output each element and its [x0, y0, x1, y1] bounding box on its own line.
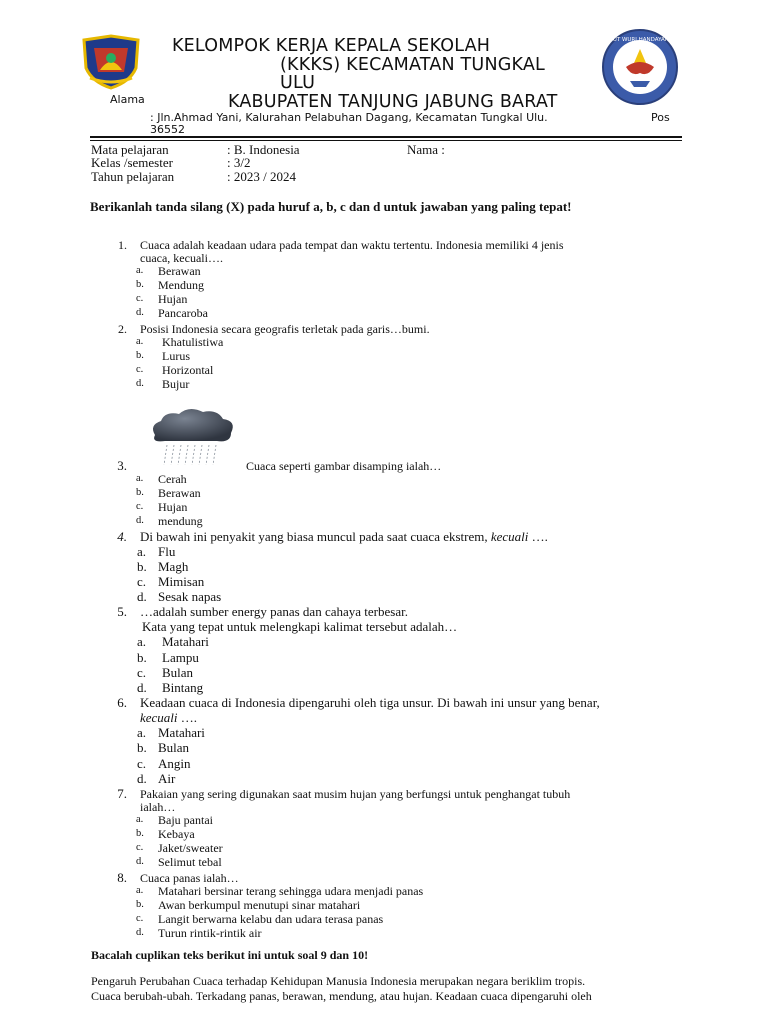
question-4-ellipsis: ….: [528, 529, 548, 544]
q1-option-b-letter: b.: [136, 279, 144, 290]
q3-option-d-letter: d.: [136, 515, 144, 526]
q6-option-a-letter: a.: [137, 725, 147, 740]
question-7-text: Pakaian yang sering digunakan saat musim hujan yang berfungsi untuk penghangat tubuh: [140, 787, 571, 801]
q5-option-d-letter: d.: [137, 680, 147, 695]
question-7-text-cont: ialah…: [140, 800, 176, 814]
q2-option-d-letter: d.: [136, 378, 144, 389]
q2-option-b[interactable]: Lurus: [162, 349, 190, 363]
q6-option-b-letter: b.: [137, 740, 147, 755]
q7-option-c-letter: c.: [136, 842, 144, 853]
class-label: Kelas /semester: [91, 155, 173, 170]
question-1-text-cont: cuaca, kecuali….: [140, 251, 223, 265]
q4-option-b[interactable]: Magh: [158, 559, 189, 574]
question-7-number: 7.: [117, 786, 127, 801]
q6-option-c-letter: c.: [137, 756, 147, 771]
question-4-text: [140, 529, 548, 545]
q8-option-a-letter: a.: [136, 885, 144, 896]
q7-option-c[interactable]: Jaket/sweater: [158, 841, 223, 855]
question-1-number: 1.: [118, 238, 127, 252]
q5-option-b[interactable]: Lampu: [162, 650, 199, 665]
q3-option-c-letter: c.: [136, 501, 144, 512]
q7-option-a[interactable]: Baju pantai: [158, 813, 213, 827]
q5-option-c[interactable]: Bulan: [162, 665, 194, 680]
q2-option-a-letter: a.: [136, 336, 144, 347]
q3-option-c[interactable]: Hujan: [158, 500, 188, 514]
q3-option-a[interactable]: Cerah: [158, 472, 187, 486]
q8-option-c[interactable]: Langit berwarna kelabu dan udara terasa panas: [158, 912, 384, 926]
q7-option-d[interactable]: Selimut tebal: [158, 855, 222, 869]
reading-instruction: Bacalah cuplikan teks berikut ini untuk soal 9 dan 10!: [91, 948, 369, 962]
address-text: : Jln.Ahmad Yani, Kalurahan Pelabuhan Dagang, Kecamatan Tungkal Ulu.: [150, 111, 548, 124]
header-line-3: ULU: [280, 73, 316, 93]
question-5-number: 5.: [117, 604, 127, 619]
q8-option-d-letter: d.: [136, 927, 144, 938]
tut-wuri-handayani-logo: [600, 27, 680, 107]
question-6-number: 6.: [117, 695, 127, 710]
postal-code: 36552: [150, 123, 185, 136]
q1-option-a[interactable]: Berawan: [158, 264, 201, 278]
q7-option-d-letter: d.: [136, 856, 144, 867]
question-8-text: Cuaca panas ialah…: [140, 871, 239, 885]
question-6-text: Keadaan cuaca di Indonesia dipengaruhi oleh tiga unsur. Di bawah ini unsur yang benar,: [140, 695, 600, 710]
rain-cloud-image: [145, 405, 240, 470]
logo-motto: TUT WURI HANDAYANI: [609, 37, 671, 43]
passage-line-1: Pengaruh Perubahan Cuaca terhadap Kehidupan Manusia Indonesia merupakan negara beriklim tropis.: [91, 974, 586, 988]
q5-option-a[interactable]: Matahari: [162, 634, 209, 649]
class-value: : 3/2: [227, 155, 251, 170]
q2-option-c[interactable]: Horizontal: [162, 363, 214, 377]
header-line-2: (KKKS) KECAMATAN TUNGKAL: [280, 55, 545, 75]
q1-option-c-letter: c.: [136, 293, 144, 304]
instruction-text: Berikanlah tanda silang (X) pada huruf a, b, c dan d untuk jawaban yang paling tepat!: [90, 199, 572, 214]
subject-label: Mata pelajaran: [91, 142, 169, 157]
q7-option-a-letter: a.: [136, 814, 144, 825]
q4-option-b-letter: b.: [137, 559, 147, 574]
q4-option-d-letter: d.: [137, 589, 147, 604]
q5-option-d[interactable]: Bintang: [162, 680, 204, 695]
q1-option-d-letter: d.: [136, 307, 144, 318]
q1-option-a-letter: a.: [136, 265, 144, 276]
regency-crest-logo: [80, 34, 142, 90]
q7-option-b-letter: b.: [136, 828, 144, 839]
q4-option-c-letter: c.: [137, 574, 147, 589]
question-2-text: Posisi Indonesia secara geografis terletak pada garis…bumi.: [140, 322, 430, 336]
q6-option-d[interactable]: Air: [158, 771, 176, 786]
q7-option-b[interactable]: Kebaya: [158, 827, 195, 841]
year-value: : 2023 / 2024: [227, 169, 296, 184]
q8-option-d[interactable]: Turun rintik-rintik air: [158, 926, 262, 940]
header-line-1: KELOMPOK KERJA KEPALA SEKOLAH: [172, 36, 491, 56]
q3-option-b-letter: b.: [136, 487, 144, 498]
q8-option-b-letter: b.: [136, 899, 144, 910]
postal-label: Pos: [651, 111, 670, 124]
q5-option-a-letter: a.: [137, 634, 147, 649]
question-5-text: …adalah sumber energy panas dan cahaya terbesar.: [140, 604, 408, 619]
question-6-text-cont: [140, 710, 197, 726]
question-1-text: Cuaca adalah keadaan udara pada tempat dan waktu tertentu. Indonesia memiliki 4 jenis: [140, 238, 564, 252]
q1-option-b[interactable]: Mendung: [158, 278, 204, 292]
question-8-number: 8.: [117, 870, 127, 885]
q2-option-a[interactable]: Khatulistiwa: [162, 335, 224, 349]
header-rule-thin: [90, 140, 682, 141]
q2-option-b-letter: b.: [136, 350, 144, 361]
q6-option-c[interactable]: Angin: [158, 756, 191, 771]
q2-option-c-letter: c.: [136, 364, 144, 375]
q3-option-a-letter: a.: [136, 473, 144, 484]
question-4-kecuali: kecuali: [490, 529, 529, 544]
q2-option-d[interactable]: Bujur: [162, 377, 190, 391]
question-6-ellipsis: ….: [177, 710, 198, 725]
address-label: Alama: [110, 93, 145, 106]
question-3-number: 3.: [117, 458, 127, 473]
q5-option-c-letter: c.: [137, 665, 147, 680]
question-2-number: 2.: [118, 322, 127, 336]
q8-option-b[interactable]: Awan berkumpul menutupi sinar matahari: [158, 898, 361, 912]
subject-value: : B. Indonesia: [227, 142, 300, 157]
q4-option-c[interactable]: Mimisan: [158, 574, 205, 589]
name-label: Nama :: [407, 142, 445, 157]
q4-option-d[interactable]: Sesak napas: [158, 589, 222, 604]
q1-option-c[interactable]: Hujan: [158, 292, 188, 306]
question-5-text-cont: Kata yang tepat untuk melengkapi kalimat tersebut adalah…: [142, 619, 458, 634]
header-line-4: KABUPATEN TANJUNG JABUNG BARAT: [228, 92, 558, 112]
q4-option-a-letter: a.: [137, 544, 147, 559]
question-4-text-main: Di bawah ini penyakit yang biasa muncul pada saat cuaca ekstrem,: [140, 529, 491, 544]
q4-option-a[interactable]: Flu: [158, 544, 176, 559]
q1-option-d[interactable]: Pancaroba: [158, 306, 208, 320]
q3-option-d[interactable]: mendung: [158, 514, 203, 528]
question-4-number: 4.: [117, 529, 127, 544]
question-6-kecuali: kecuali: [140, 710, 178, 725]
q8-option-c-letter: c.: [136, 913, 144, 924]
q6-option-b[interactable]: Bulan: [158, 740, 190, 755]
q8-option-a[interactable]: Matahari bersinar terang sehingga udara menjadi panas: [158, 884, 424, 898]
passage-line-2: Cuaca berubah-ubah. Terkadang panas, berawan, mendung, atau hujan. Keadaan cuaca dipengaruhi oleh: [91, 989, 592, 1003]
year-label: Tahun pelajaran: [91, 169, 175, 184]
q5-option-b-letter: b.: [137, 650, 147, 665]
header-rule-thick: [90, 136, 682, 138]
question-3-text: Cuaca seperti gambar disamping ialah…: [246, 459, 442, 473]
q6-option-a[interactable]: Matahari: [158, 725, 205, 740]
q6-option-d-letter: d.: [137, 771, 147, 786]
q3-option-b[interactable]: Berawan: [158, 486, 201, 500]
